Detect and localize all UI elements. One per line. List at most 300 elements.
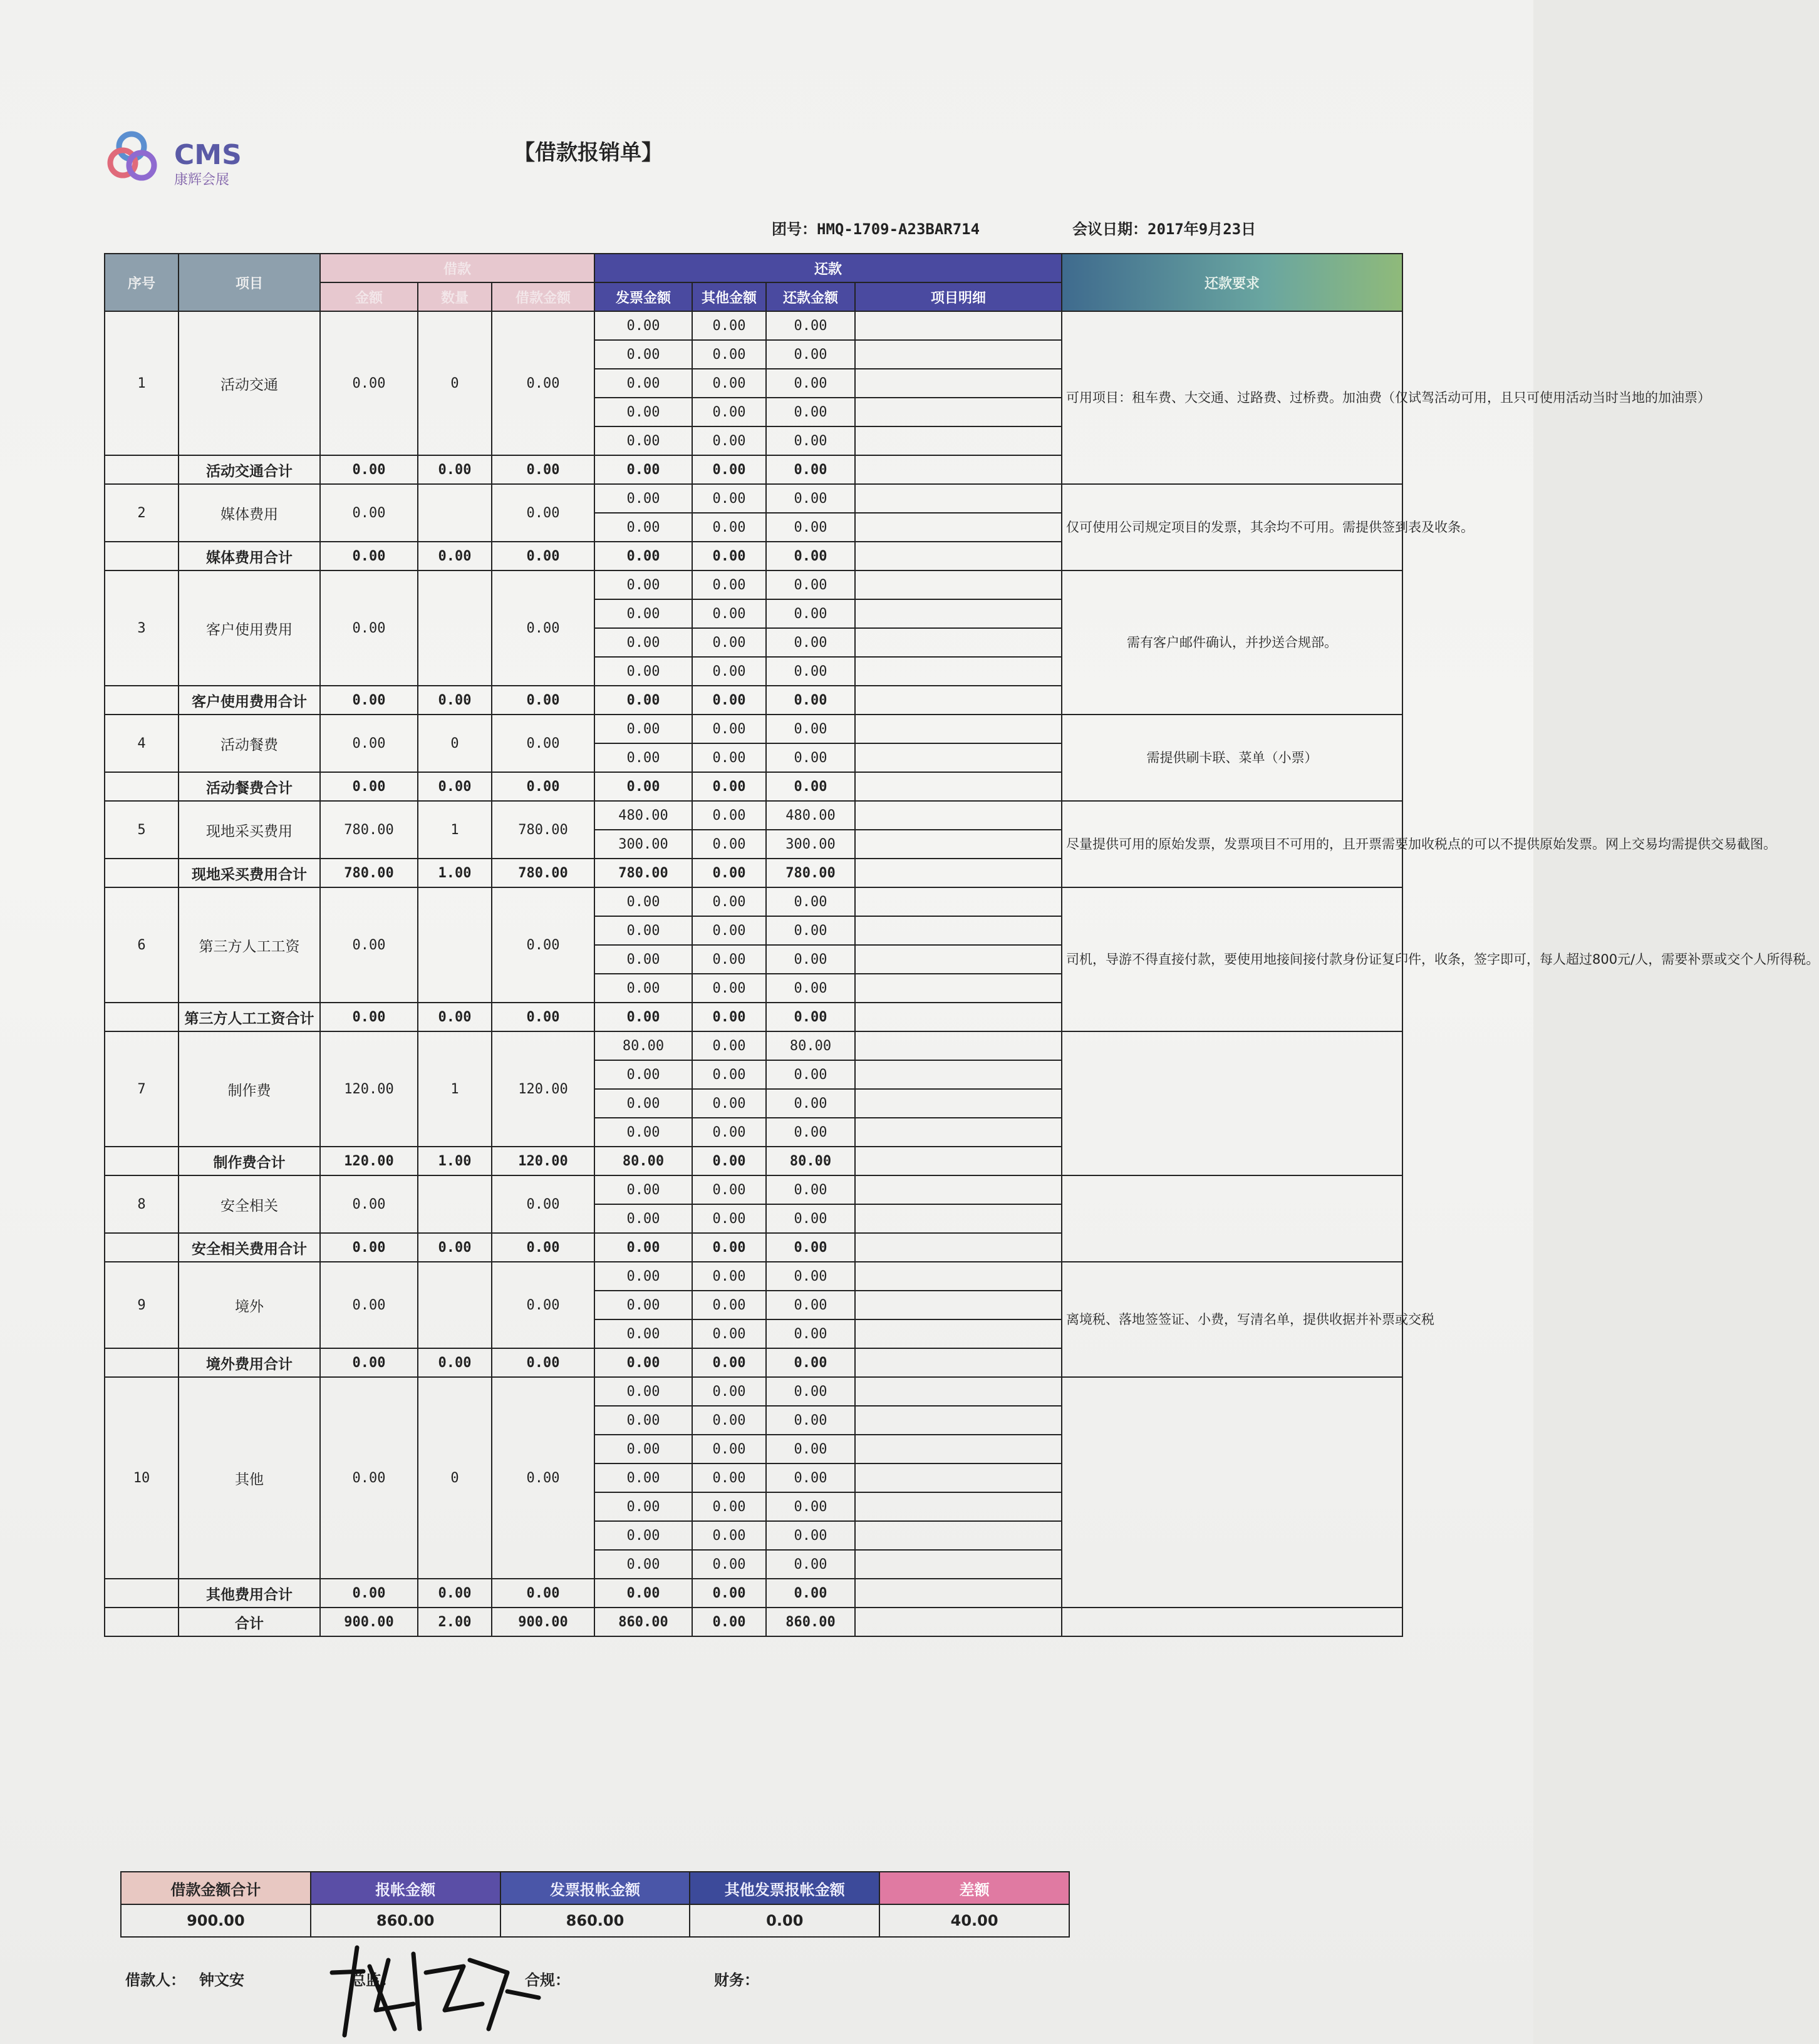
item-detail (855, 657, 1062, 686)
invoice-amount: 0.00 (594, 743, 692, 772)
repay-amount: 0.00 (766, 513, 855, 542)
other-amount: 0.00 (692, 1435, 766, 1463)
row-seq: 4 (105, 715, 179, 772)
subtotal-value: 0.00 (692, 1147, 766, 1175)
subtotal-value: 0.00 (692, 542, 766, 570)
table-row (105, 570, 1402, 599)
invoice-amount: 0.00 (594, 1492, 692, 1521)
item-detail (855, 887, 1062, 916)
subtotal-value: 0.00 (766, 772, 855, 801)
item-detail (855, 398, 1062, 426)
subtotal-value: 0.00 (492, 1348, 594, 1377)
loan-total: 780.00 (492, 801, 594, 859)
row-seq: 9 (105, 1262, 179, 1348)
header-other: 其他金额 (692, 282, 766, 311)
repay-amount: 0.00 (766, 916, 855, 945)
item-detail (855, 830, 1062, 859)
subtotal-detail (855, 686, 1062, 715)
invoice-amount: 0.00 (594, 398, 692, 426)
item-detail (855, 743, 1062, 772)
subtotal-value: 0.00 (766, 1579, 855, 1608)
header-seq: 序号 (105, 254, 179, 311)
item-detail (855, 1377, 1062, 1406)
invoice-amount: 0.00 (594, 657, 692, 686)
row-seq: 7 (105, 1031, 179, 1147)
item-detail (855, 513, 1062, 542)
subtotal-label: 安全相关费用合计 (179, 1233, 320, 1262)
repay-amount: 0.00 (766, 974, 855, 1003)
summary-header-invoice-reported: 发票报帐金额 (500, 1872, 690, 1904)
loan-total: 0.00 (492, 1377, 594, 1579)
total-value: 900.00 (320, 1608, 418, 1636)
invoice-amount: 0.00 (594, 513, 692, 542)
header-repay-amount: 还款金额 (766, 282, 855, 311)
borrower-name: 钟文安 (199, 1971, 244, 1989)
subtotal-value: 0.00 (594, 1348, 692, 1377)
subtotal-value: 0.00 (320, 1579, 418, 1608)
subtotal-detail (855, 1348, 1062, 1377)
total-detail (855, 1608, 1062, 1636)
subtotal-label: 制作费合计 (179, 1147, 320, 1175)
loan-qty: 0 (418, 715, 492, 772)
subtotal-detail (855, 1003, 1062, 1031)
repay-amount: 0.00 (766, 743, 855, 772)
subtotal-value: 0.00 (418, 1003, 492, 1031)
invoice-amount: 0.00 (594, 1060, 692, 1089)
invoice-amount: 0.00 (594, 1377, 692, 1406)
subtotal-seq (105, 1233, 179, 1262)
subtotal-value: 780.00 (492, 859, 594, 887)
header-detail: 项目明细 (855, 282, 1062, 311)
repay-requirement: 司机，导游不得直接付款，要使用地接间接付款身份证复印件，收条，签字即可，每人超过800元/人，需要补票或交个人所得税。 (1062, 887, 1402, 1031)
row-item-name: 第三方人工工资 (179, 887, 320, 1003)
other-amount: 0.00 (692, 1089, 766, 1118)
repay-amount: 0.00 (766, 484, 855, 513)
summary-other-invoice: 0.00 (690, 1904, 879, 1937)
invoice-amount: 0.00 (594, 1550, 692, 1579)
row-item-name: 安全相关 (179, 1175, 320, 1233)
other-amount: 0.00 (692, 398, 766, 426)
repay-amount: 0.00 (766, 1204, 855, 1233)
supervisor-label: 总监： (351, 1971, 396, 1989)
row-seq: 5 (105, 801, 179, 859)
total-value: 860.00 (766, 1608, 855, 1636)
total-seq (105, 1608, 179, 1636)
summary-header-loan-total: 借款金额合计 (121, 1872, 311, 1904)
repay-requirement (1062, 1175, 1402, 1262)
loan-amount: 0.00 (320, 1262, 418, 1348)
total-value: 860.00 (594, 1608, 692, 1636)
subtotal-label: 媒体费用合计 (179, 542, 320, 570)
subtotal-value: 0.00 (594, 455, 692, 484)
invoice-amount: 0.00 (594, 1406, 692, 1435)
repay-amount: 0.00 (766, 1175, 855, 1204)
total-value: 900.00 (492, 1608, 594, 1636)
other-amount: 0.00 (692, 974, 766, 1003)
subtotal-seq (105, 455, 179, 484)
other-amount: 0.00 (692, 715, 766, 743)
subtotal-value: 0.00 (418, 455, 492, 484)
borrower-label: 借款人： (125, 1971, 185, 1989)
repay-amount: 0.00 (766, 311, 855, 340)
invoice-amount: 0.00 (594, 1204, 692, 1233)
subtotal-value: 0.00 (692, 1233, 766, 1262)
item-detail (855, 1060, 1062, 1089)
subtotal-value: 780.00 (766, 859, 855, 887)
header-item: 项目 (179, 254, 320, 311)
invoice-amount: 0.00 (594, 340, 692, 369)
subtotal-value: 0.00 (692, 686, 766, 715)
loan-amount: 0.00 (320, 570, 418, 686)
repay-requirement: 需提供刷卡联、菜单（小票） (1062, 715, 1402, 801)
summary-table (120, 1871, 1070, 1938)
subtotal-value: 0.00 (692, 772, 766, 801)
row-item-name: 客户使用费用 (179, 570, 320, 686)
invoice-amount: 0.00 (594, 311, 692, 340)
item-detail (855, 311, 1062, 340)
item-detail (855, 715, 1062, 743)
subtotal-label: 客户使用费用合计 (179, 686, 320, 715)
item-detail (855, 628, 1062, 657)
loan-amount: 0.00 (320, 887, 418, 1003)
logo-subtitle: 康辉会展 (174, 172, 230, 188)
subtotal-value: 80.00 (766, 1147, 855, 1175)
item-detail (855, 1435, 1062, 1463)
header-loan-total: 借款金额 (492, 282, 594, 311)
loan-total: 0.00 (492, 715, 594, 772)
item-detail (855, 599, 1062, 628)
subtotal-value: 0.00 (594, 686, 692, 715)
page-title: 【借款报销单】 (514, 140, 663, 165)
invoice-amount: 0.00 (594, 1319, 692, 1348)
other-amount: 0.00 (692, 599, 766, 628)
other-amount: 0.00 (692, 484, 766, 513)
finance-label: 财务： (714, 1971, 759, 1989)
compliance-label: 合规： (525, 1971, 570, 1989)
loan-total: 0.00 (492, 311, 594, 455)
subtotal-value: 0.00 (692, 1003, 766, 1031)
other-amount: 0.00 (692, 1550, 766, 1579)
other-amount: 0.00 (692, 340, 766, 369)
other-amount: 0.00 (692, 1291, 766, 1319)
other-amount: 0.00 (692, 1175, 766, 1204)
reimbursement-table (104, 253, 1819, 1637)
other-amount: 0.00 (692, 657, 766, 686)
subtotal-value: 1.00 (418, 859, 492, 887)
item-detail (855, 1319, 1062, 1348)
subtotal-detail (855, 542, 1062, 570)
subtotal-label: 其他费用合计 (179, 1579, 320, 1608)
repay-amount: 80.00 (766, 1031, 855, 1060)
subtotal-value: 0.00 (320, 455, 418, 484)
item-detail (855, 974, 1062, 1003)
item-detail (855, 570, 1062, 599)
repay-requirement: 离境税、落地签签证、小费，写清名单，提供收据并补票或交税 (1062, 1262, 1402, 1377)
row-item-name: 其他 (179, 1377, 320, 1579)
subtotal-seq (105, 859, 179, 887)
other-amount: 0.00 (692, 1118, 766, 1147)
subtotal-detail (855, 772, 1062, 801)
subtotal-value: 0.00 (418, 1579, 492, 1608)
other-amount: 0.00 (692, 1060, 766, 1089)
repay-requirement: 尽量提供可用的原始发票，发票项目不可用的，且开票需要加收税点的可以不提供原始发票。网上交易均需提供交易截图。 (1062, 801, 1402, 887)
item-detail (855, 484, 1062, 513)
subtotal-seq (105, 1348, 179, 1377)
subtotal-value: 0.00 (594, 1579, 692, 1608)
row-seq: 3 (105, 570, 179, 686)
subtotal-value: 0.00 (766, 1348, 855, 1377)
row-seq: 6 (105, 887, 179, 1003)
loan-amount: 0.00 (320, 1175, 418, 1233)
header-loan-amount: 金额 (320, 282, 418, 311)
loan-total: 0.00 (492, 1262, 594, 1348)
other-amount: 0.00 (692, 1463, 766, 1492)
loan-total: 0.00 (492, 887, 594, 1003)
summary-reported: 860.00 (311, 1904, 500, 1937)
other-amount: 0.00 (692, 1377, 766, 1406)
invoice-amount: 0.00 (594, 715, 692, 743)
subtotal-value: 0.00 (320, 1003, 418, 1031)
invoice-amount: 0.00 (594, 1262, 692, 1291)
repay-amount: 0.00 (766, 398, 855, 426)
other-amount: 0.00 (692, 311, 766, 340)
item-detail (855, 1406, 1062, 1435)
subtotal-value: 0.00 (692, 1348, 766, 1377)
loan-amount: 120.00 (320, 1031, 418, 1147)
subtotal-value: 0.00 (766, 686, 855, 715)
repay-amount: 0.00 (766, 1060, 855, 1089)
invoice-amount: 0.00 (594, 570, 692, 599)
invoice-amount: 0.00 (594, 1175, 692, 1204)
other-amount: 0.00 (692, 801, 766, 830)
row-item-name: 活动餐费 (179, 715, 320, 772)
repay-amount: 0.00 (766, 1406, 855, 1435)
subtotal-value: 0.00 (766, 542, 855, 570)
other-amount: 0.00 (692, 916, 766, 945)
repay-amount: 0.00 (766, 1492, 855, 1521)
row-seq: 1 (105, 311, 179, 455)
invoice-amount: 0.00 (594, 1118, 692, 1147)
subtotal-value: 0.00 (594, 542, 692, 570)
subtotal-detail (855, 455, 1062, 484)
invoice-amount: 480.00 (594, 801, 692, 830)
summary-header-difference: 差额 (879, 1872, 1069, 1904)
loan-qty: 0 (418, 1377, 492, 1579)
subtotal-detail (855, 1579, 1062, 1608)
repay-amount: 0.00 (766, 657, 855, 686)
invoice-amount: 0.00 (594, 628, 692, 657)
subtotal-label: 现地采买费用合计 (179, 859, 320, 887)
subtotal-value: 0.00 (766, 1233, 855, 1262)
other-amount: 0.00 (692, 513, 766, 542)
item-detail (855, 369, 1062, 398)
subtotal-label: 活动餐费合计 (179, 772, 320, 801)
subtotal-value: 0.00 (492, 1003, 594, 1031)
logo-text: CMS (174, 139, 242, 171)
loan-qty: 0 (418, 311, 492, 455)
row-seq: 8 (105, 1175, 179, 1233)
subtotal-label: 境外费用合计 (179, 1348, 320, 1377)
other-amount: 0.00 (692, 1492, 766, 1521)
loan-amount: 0.00 (320, 311, 418, 455)
repay-amount: 0.00 (766, 1521, 855, 1550)
invoice-amount: 0.00 (594, 369, 692, 398)
repay-amount: 0.00 (766, 1377, 855, 1406)
summary-difference: 40.00 (879, 1904, 1069, 1937)
subtotal-value: 0.00 (418, 686, 492, 715)
item-detail (855, 340, 1062, 369)
invoice-amount: 0.00 (594, 916, 692, 945)
subtotal-value: 0.00 (492, 1233, 594, 1262)
table-row (105, 311, 1402, 340)
loan-qty: 1 (418, 801, 492, 859)
item-detail (855, 1262, 1062, 1291)
subtotal-value: 0.00 (594, 1233, 692, 1262)
subtotal-value: 780.00 (594, 859, 692, 887)
repay-amount: 0.00 (766, 1435, 855, 1463)
subtotal-value: 0.00 (320, 1233, 418, 1262)
subtotal-value: 0.00 (320, 772, 418, 801)
invoice-amount: 0.00 (594, 945, 692, 974)
header-loan: 借款 (320, 254, 594, 282)
summary-loan-total: 900.00 (121, 1904, 311, 1937)
invoice-amount: 0.00 (594, 974, 692, 1003)
group-number: 团号：HMQ-1709-A23BAR714 (772, 220, 980, 238)
subtotal-value: 0.00 (692, 455, 766, 484)
loan-amount: 0.00 (320, 484, 418, 542)
item-detail (855, 1031, 1062, 1060)
subtotal-value: 0.00 (594, 1003, 692, 1031)
table-row (105, 1175, 1402, 1204)
loan-total: 0.00 (492, 570, 594, 686)
table-row (105, 1031, 1402, 1060)
repay-amount: 0.00 (766, 570, 855, 599)
loan-qty: 1 (418, 1031, 492, 1147)
repay-amount: 0.00 (766, 1291, 855, 1319)
summary-header-other-invoice: 其他发票报帐金额 (690, 1872, 879, 1904)
total-value: 0.00 (692, 1608, 766, 1636)
invoice-amount: 0.00 (594, 1463, 692, 1492)
subtotal-seq (105, 1003, 179, 1031)
repay-requirement: 仅可使用公司规定项目的发票，其余均不可用。需提供签到表及收条。 (1062, 484, 1402, 570)
invoice-amount: 0.00 (594, 426, 692, 455)
repay-amount: 480.00 (766, 801, 855, 830)
row-seq: 10 (105, 1377, 179, 1579)
loan-qty (418, 570, 492, 686)
item-detail (855, 1204, 1062, 1233)
invoice-amount: 0.00 (594, 484, 692, 513)
table-row (105, 1262, 1402, 1291)
repay-requirement (1062, 1031, 1402, 1175)
row-item-name: 活动交通 (179, 311, 320, 455)
invoice-amount: 0.00 (594, 1291, 692, 1319)
invoice-amount: 0.00 (594, 599, 692, 628)
header-note: 还款要求 (1062, 254, 1402, 311)
row-seq: 2 (105, 484, 179, 542)
other-amount: 0.00 (692, 1204, 766, 1233)
repay-amount: 0.00 (766, 887, 855, 916)
subtotal-seq (105, 1579, 179, 1608)
invoice-amount: 0.00 (594, 887, 692, 916)
row-item-name: 制作费 (179, 1031, 320, 1147)
loan-qty (418, 887, 492, 1003)
repay-amount: 0.00 (766, 599, 855, 628)
row-item-name: 现地采买费用 (179, 801, 320, 859)
repay-amount: 300.00 (766, 830, 855, 859)
other-amount: 0.00 (692, 887, 766, 916)
subtotal-seq (105, 686, 179, 715)
item-detail (855, 1118, 1062, 1147)
item-detail (855, 1492, 1062, 1521)
repay-amount: 0.00 (766, 340, 855, 369)
other-amount: 0.00 (692, 628, 766, 657)
subtotal-detail (855, 1147, 1062, 1175)
subtotal-value: 0.00 (492, 1579, 594, 1608)
invoice-amount: 80.00 (594, 1031, 692, 1060)
loan-amount: 0.00 (320, 1377, 418, 1579)
subtotal-value: 0.00 (766, 1003, 855, 1031)
repay-amount: 0.00 (766, 1550, 855, 1579)
other-amount: 0.00 (692, 1262, 766, 1291)
subtotal-label: 第三方人工工资合计 (179, 1003, 320, 1031)
loan-amount: 780.00 (320, 801, 418, 859)
loan-amount: 0.00 (320, 715, 418, 772)
repay-amount: 0.00 (766, 369, 855, 398)
subtotal-value: 0.00 (492, 455, 594, 484)
table-row (105, 715, 1402, 743)
summary-header-reported: 报帐金额 (311, 1872, 500, 1904)
subtotal-seq (105, 772, 179, 801)
table-row (105, 887, 1402, 916)
subtotal-value: 80.00 (594, 1147, 692, 1175)
invoice-amount: 0.00 (594, 1521, 692, 1550)
table-body (105, 311, 1819, 1636)
subtotal-value: 120.00 (320, 1147, 418, 1175)
subtotal-value: 0.00 (692, 1579, 766, 1608)
row-item-name: 媒体费用 (179, 484, 320, 542)
summary-invoice-reported: 860.00 (500, 1904, 690, 1937)
repay-amount: 0.00 (766, 1319, 855, 1348)
handwritten-signature-icon (319, 1935, 545, 2044)
item-detail (855, 801, 1062, 830)
total-value: 2.00 (418, 1608, 492, 1636)
invoice-amount: 0.00 (594, 1089, 692, 1118)
repay-requirement: 可用项目：租车费、大交通、过路费、过桥费。加油费（仅试驾活动可用，且只可使用活动当时当地的加油票） (1062, 311, 1402, 484)
repay-amount: 0.00 (766, 1262, 855, 1291)
other-amount: 0.00 (692, 1031, 766, 1060)
subtotal-value: 0.00 (418, 1348, 492, 1377)
subtotal-value: 0.00 (418, 542, 492, 570)
subtotal-value: 0.00 (492, 686, 594, 715)
item-detail (855, 426, 1062, 455)
row-item-name: 境外 (179, 1262, 320, 1348)
other-amount: 0.00 (692, 369, 766, 398)
repay-amount: 0.00 (766, 426, 855, 455)
subtotal-detail (855, 859, 1062, 887)
subtotal-value: 1.00 (418, 1147, 492, 1175)
subtotal-value: 0.00 (594, 772, 692, 801)
item-detail (855, 1550, 1062, 1579)
header-loan-qty: 数量 (418, 282, 492, 311)
subtotal-label: 活动交通合计 (179, 455, 320, 484)
repay-requirement: 需有客户邮件确认，并抄送合规部。 (1062, 570, 1402, 715)
subtotal-value: 0.00 (766, 455, 855, 484)
loan-total: 120.00 (492, 1031, 594, 1147)
other-amount: 0.00 (692, 945, 766, 974)
other-amount: 0.00 (692, 1521, 766, 1550)
loan-qty (418, 484, 492, 542)
repay-amount: 0.00 (766, 945, 855, 974)
